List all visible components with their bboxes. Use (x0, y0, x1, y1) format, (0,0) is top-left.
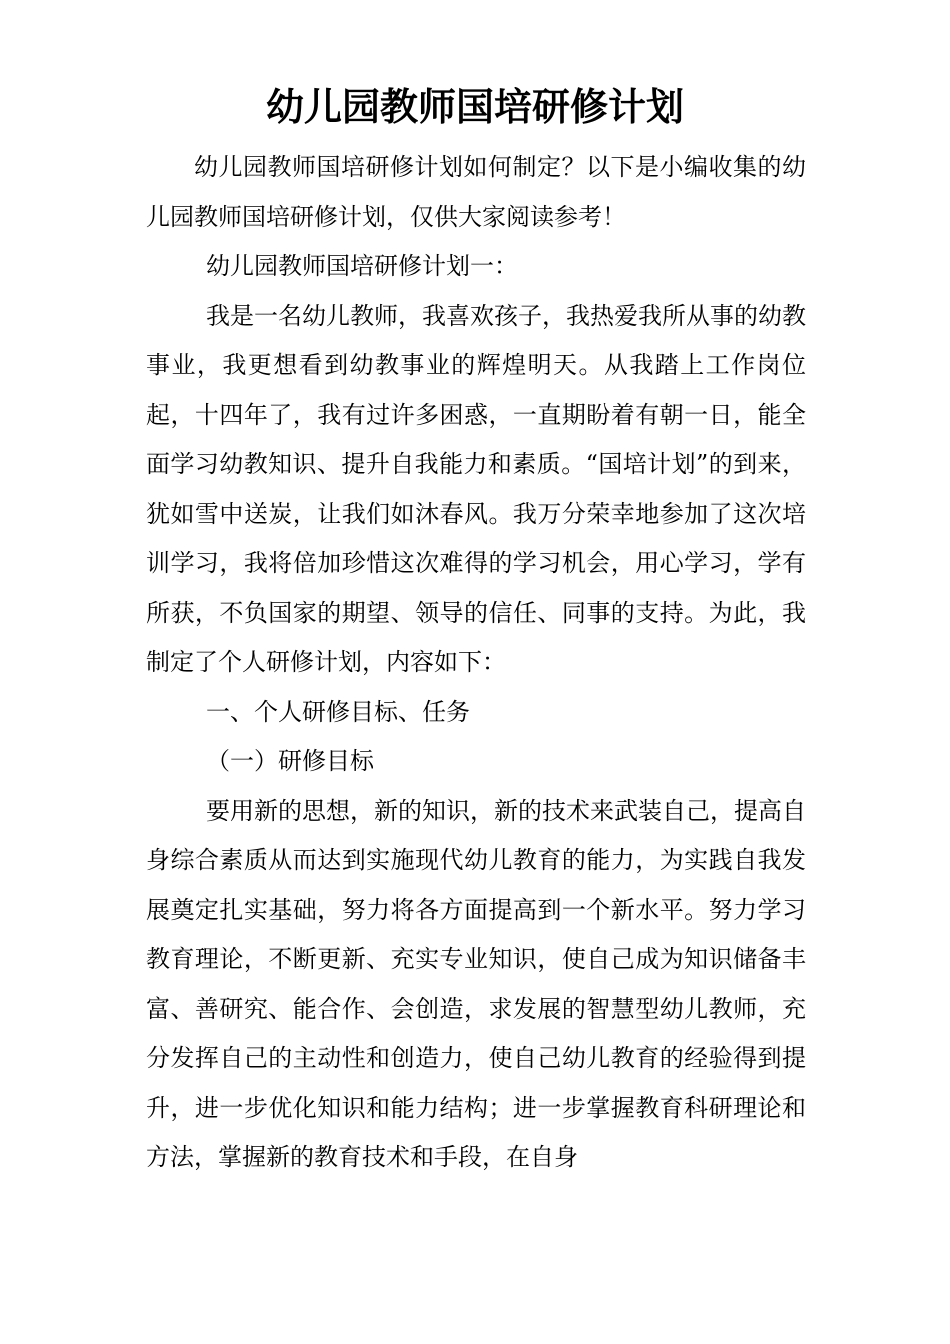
goals-paragraph: 要用新的思想，新的知识，新的技术来武装自己，提高自身综合素质从而达到实施现代幼儿教育的能力，为实践自我发展奠定扎实基础，努力将各方面提高到一个新水平。努力学习教育理论，不断更新、充实专业知识，使自己成为知识储备丰富、善研究、能合作、会创造，求发展的智慧型幼儿教师，充分发挥自己的主动性和创造力，使自己幼儿教育的经验得到提升，进一步优化知识和能力结构；进一步掌握教育科研理论和方法，掌握新的教育技术和手段，在自身 (146, 796, 806, 1171)
self-introduction-paragraph: 我是一名幼儿教师，我喜欢孩子，我热爱我所从事的幼教事业，我更想看到幼教事业的辉煌明天。从我踏上工作岗位起，十四年了，我有过许多困惑，一直期盼着有朝一日，能全面学习幼教知识、提升自我能力和素质。“国培计划”的到来，犹如雪中送炭，让我们如沐春风。我万分荣幸地参加了这次培训学习，我将倍加珍惜这次难得的学习机会，用心学习，学有所获，不负国家的期望、领导的信任、同事的支持。为此，我制定了个人研修计划，内容如下： (146, 301, 806, 676)
subsection-heading-goals: （一）研修目标 (206, 747, 374, 775)
intro-paragraph: 幼儿园教师国培研修计划如何制定？以下是小编收集的幼儿园教师国培研修计划，仅供大家阅读参考！ (146, 153, 806, 231)
document-body (146, 143, 806, 1183)
section-heading-goals-tasks: 一、个人研修目标、任务 (206, 697, 470, 726)
document-title: 幼儿园教师国培研修计划 (265, 84, 684, 129)
plan-one-heading: 幼儿园教师国培研修计划一： (206, 252, 518, 280)
